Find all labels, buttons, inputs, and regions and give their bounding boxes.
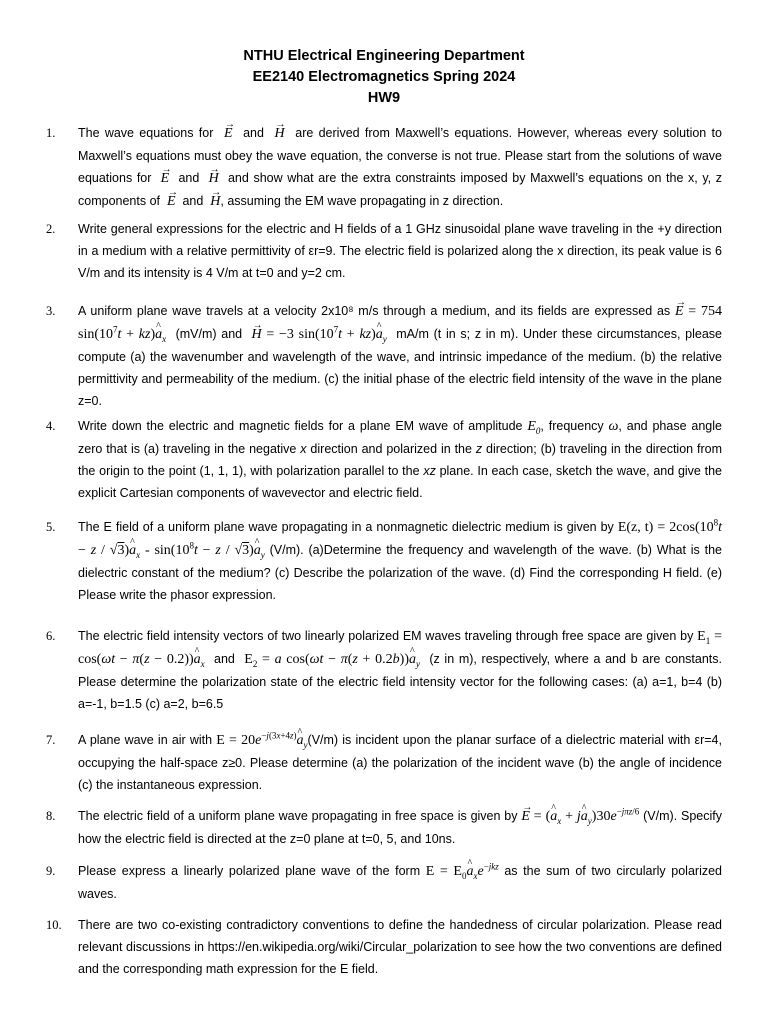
vector-e: → E <box>224 123 233 145</box>
problem-number: 8. <box>46 809 56 823</box>
document-header <box>0 46 768 109</box>
problem-text: Please express a linearly polarized plane wave of the form $E = E_0\^{}$ $a_xe^{-jkz}$ as the sum of two circularly polarized waves. <box>78 860 722 905</box>
problem-text: The electric field of a uniform plane wave propagating in free space is given by → E = (^ $a_x$ + j^ $a_y)30e^{-j\pi z/6}$ (V/m). Specify how the electric field is directed at the z=0 plane at t=0, 5, and 10ns. <box>78 805 722 850</box>
symbol-e0: $E_0$ <box>527 419 541 436</box>
problem-number: 9. <box>46 864 56 878</box>
problem-text: There are two co-existing contradictory conventions to define the handedness of circular polarization. Please read relevant discussions in https://en.wikipedia.org/wiki/Circular_polarization to see how the two conventions are defined and the corresponding math expression for the E field. <box>78 918 722 976</box>
problem-text: Write general expressions for the electric and H fields of a 1 GHz sinusoidal plane wave traveling in the +y direction in a medium with a relative permittivity of εr=9. The electric field is polarized along the x direction, its peak value is 6 V/m and its intensity is 4 V/m at t=0 and y=2 cm. <box>78 222 722 280</box>
homework-title: HW9 <box>367 90 401 106</box>
problem-number: 10. <box>46 918 62 932</box>
problem-number: 2. <box>46 222 56 236</box>
equation-e2: $E_2 = a$ cos(ωt − π(z + 0.2b))^ $a_y$ <box>244 652 420 667</box>
equation-e-field: = 754 $\sin(10^7t$ + kz)^ $a_x$ <box>78 304 722 342</box>
vector-e: → E <box>161 168 170 190</box>
department-title: NTHU Electrical Engineering Department <box>243 48 525 64</box>
problem-text: The wave equations for → E and → H are derived from Maxwell’s equations. However, whereas every solution to Maxwell’s equations must obey the wave equation, the converse is not true. Please start from the solutions of wave equations for → E and → H and show what are the extra constraints imposed by Maxwell’s equations on the x, y, z components of → E and → H, assuming the EM wave propagating in z direction. <box>78 122 722 213</box>
vector-h: → H <box>275 123 285 145</box>
problem-number: 4. <box>46 419 56 433</box>
problem-number: 1. <box>46 126 56 140</box>
problem-text: A plane wave in air with $E = 20e^{-j(3x+4z)}\^{}$ $a_y(V/m)$ is incident upon the planar surface of a dielectric material with εr=4, occupying the half-space z≥0. Please determine (a) the polarization of the incident wave (b) the angle of incidence (c) the instantaneous expression. <box>78 729 722 796</box>
problem-number: 3. <box>46 304 56 318</box>
vector-h: → H <box>209 168 219 190</box>
problem-text: Write down the electric and magnetic fields for a plane EM wave of amplitude $E_0$, frequency ω, and phase angle zero that is (a) traveling in the negative x direction and polarized in the z direction; (b) traveling in the direction from the origin to the point (1, 1, 1), with polarization parallel to the xz plane. In each case, sketch the wave, and give the explicit Cartesian components of wavevector and electric field. <box>78 419 722 500</box>
course-title: EE2140 Electromagnetics Spring 2024 <box>252 69 516 85</box>
problem-number: 7. <box>46 733 56 747</box>
problem-number: 6. <box>46 629 56 643</box>
equation-linear-wave: $E = E_0\^{}$ $a_xe^{-jkz}$ <box>426 864 499 879</box>
problem-text: The E field of a uniform plane wave propagating in a nonmagnetic dielectric medium is given by E(z, $t) = 2\cos(10^8t - z$ / √3)^ $a_x - \sin(10^8t - z$ / √3)^ $a_y$ (V/m). (a)Determine the frequency and wavelength of the wave. (b) What is the dielectric constant of the medium? (c) Describe the polarization of the wave. (d) Find the corresponding H field. (e) Please write the phasor expression. <box>78 516 722 606</box>
vector-h: → H <box>210 191 220 213</box>
vector-e: → E <box>167 191 176 213</box>
equation-plane-wave: $E = 20e^{-j(3x+4z)}\^{}$ $a_y$ <box>216 733 307 748</box>
equation-e-field: E(z, $t) = 2\cos(10^8t - z$ / √3)^ $a_x - \sin(10^8t - z$ / √3)^ $a_y$ <box>78 520 722 558</box>
equation-e1: $E_1 = \cos(\omega t - \pi(z$ − 0.2))^ $a_x$ <box>78 629 722 667</box>
problem-number: 5. <box>46 520 56 534</box>
problem-text: A uniform plane wave travels at a velocity 2x10⁸ m/s through a medium, and its fields are expressed as → E = 754 $\sin(10^7t$ + kz)^ $a_x$ (mV/m) and → H = −3 $\sin(10^7t$ + kz)^ $a_y$ mA/m (t in s; z in m). Under these circumstances, please compute (a) the wavenumber and wavelength of the wave, and intrinsic impedance of the medium. (b) the relative permittivity and permeability of the medium. (c) the initial phase of the electric field intensity of the wave in the plane z=0. <box>78 300 722 412</box>
equation-e-field: = (^ $a_x$ + j^ $a_y)30e^{-j\pi z/6}$ <box>534 809 639 824</box>
equation-h-field: = −3 $\sin(10^7t$ + kz)^ $a_y$ <box>266 327 386 342</box>
problem-text: The electric field intensity vectors of two linearly polarized EM waves traveling through free space are given by $E_1 = \cos(\omega t - \pi(z$ − 0.2))^ $a_x$ and $E_2 = a$ cos(ωt − π(z + 0.2b))^ $a_y$ (z in m), respectively, where a and b are constants. Please determine the polarization state of the electric field intensity vector for the following cases: (a) a=1, b=4 (b) a=-1, b=1.5 (c) a=2, b=6.5 <box>78 625 722 715</box>
